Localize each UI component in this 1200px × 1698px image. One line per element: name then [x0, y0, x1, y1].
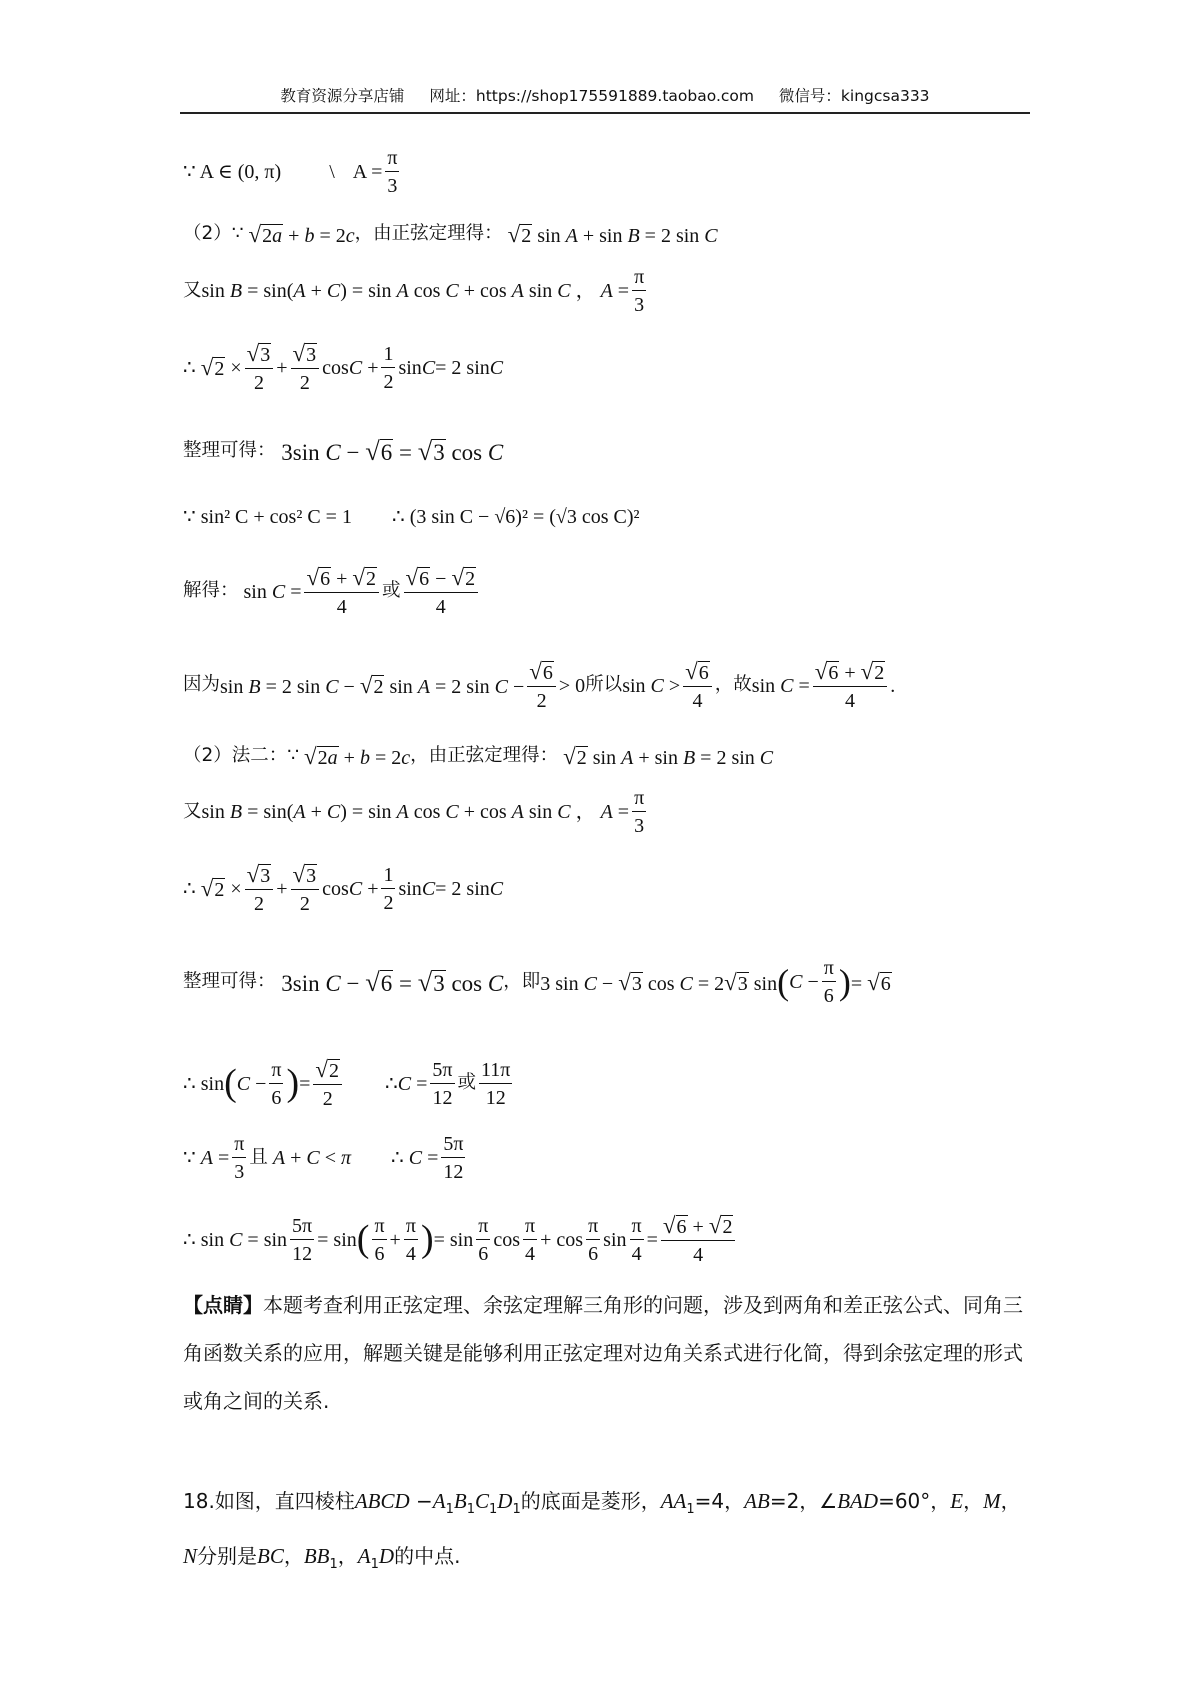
- question-number: 18.: [183, 1489, 215, 1513]
- eq-line-9: （2）法二：∵ √ 2a + b = 2c ，由正弦定理得： √ 2 sin A + sin B = 2 sin C: [183, 744, 774, 769]
- eq-text: 又: [183, 279, 202, 301]
- eq-text: 且: [249, 1146, 268, 1168]
- eq-line-6: [183, 507, 640, 527]
- eq-line-10: 又 sin B = sin(A + C) = sin A cos C + cos A sin C ， A = $\frac{\pi}{3}$: [183, 787, 645, 837]
- eq-text: ∵ sin² C + cos² C = 1: [183, 506, 352, 528]
- header-rule: [180, 112, 1030, 114]
- eq-line-2: （2）∵ √ 2a + b = 2c ，由正弦定理得： √ 2 sin A + sin B = 2 sin C: [183, 222, 718, 247]
- eq-text: （2）法二：∵: [183, 745, 300, 767]
- question-18: 18.如图，直四棱柱ABCD $-A_1B_1C_1D_1$的底面是菱形，$AA_1=4$，AB=2，∠BAD=60°，E，M，N分别是BC，$BB_1$，$A_1D$的中点.: [183, 1489, 1021, 1572]
- eq-text: \: [329, 161, 335, 183]
- eq-line-5: 整理可得： 3sin C − √ 6 = √ 3 cos C: [183, 436, 504, 466]
- comment-paragraph: [183, 1281, 1028, 1425]
- eq-line-13: ∴ sin ( C − $\frac{\pi}{6}$ ) = √ 2 2 ∴ C = $\frac{5\pi}{12}$ 或 $\frac{11\pi}{12}$: [183, 1057, 511, 1110]
- eq-text: ∴: [183, 877, 196, 900]
- eq-text: ，由正弦定理得：: [354, 223, 503, 245]
- eq-line-3: 又 sin B = sin(A + C) = sin A cos C + cos A sin C ， A = $\frac{\pi}{3}$: [183, 266, 645, 316]
- eq-text: ，由正弦定理得：: [410, 745, 559, 767]
- eq-text: ，故: [714, 674, 752, 696]
- eq-text: 因为: [183, 674, 221, 696]
- eq-line-14: ∵ A = $\frac{\pi}{3}$ 且 A + C < π ∴ C = $\frac{5\pi}{12}$: [183, 1133, 464, 1183]
- eq-text: 整理可得：: [183, 970, 276, 992]
- question-text: 的底面是菱形，: [520, 1489, 661, 1513]
- eq-text: ，即: [503, 970, 541, 992]
- eq-text: 所以: [585, 674, 623, 696]
- comment-tag: 【点睛】: [183, 1293, 263, 1317]
- eq-line-7: 解得： sin C = √ 6 + √ 2 4 或 √ 6 − √ 2 4: [183, 566, 481, 617]
- header-shop: 教育资源分享店铺: [280, 87, 405, 105]
- page-header: [180, 84, 1030, 112]
- eq-text: 或: [457, 1072, 477, 1094]
- eq-text: A =: [352, 161, 383, 183]
- comment-text: 本题考查利用正弦定理、余弦定理解三角形的问题，涉及到两角和差正弦公式、同角三角函数关系的应用，解题关键是能够利用正弦定理对边角关系式进行化简，得到余弦定理的形式或角之间的关系.: [183, 1293, 1023, 1413]
- eq-line-1: ∵ A ∈ (0, π) \ A = $\frac{\pi}{3}$: [183, 147, 398, 197]
- eq-line-11: ∴ √ 2 × √ 3 2 + √ 3 2 cos C + $\frac{1}{2}$ sin C = 2 sin C: [183, 862, 504, 915]
- question-text: 分别是: [197, 1544, 258, 1568]
- question-text: 如图，直四棱柱: [214, 1489, 355, 1513]
- eq-text: ∴: [183, 356, 196, 379]
- eq-line-8: 因为 sin B = 2 sin C − √ 2 sin A = 2 sin C − √ 6 2 > 0 所以 sin C > √ 6 4 ，故 sin C = √ 6 + √ 2 4 .: [183, 659, 896, 712]
- eq-line-15: ∴ sin C = sin $\frac{5\pi}{12}$ = sin ( $\frac{\pi}{6}$ + $\frac{\pi}{4}$ ) = sin $\frac{\pi}{6}$ cos $\frac{\pi}{4}$ + cos $\frac{\pi}{6}$ sin $\frac{\pi}{4}$ = √ 6 + √ 2 4: [183, 1214, 738, 1265]
- header-wechat: 微信号：kingcsa333: [778, 87, 930, 105]
- eq-text: （2）∵: [183, 223, 244, 245]
- eq-text: 又: [183, 800, 202, 822]
- eq-text: ∴ (3 sin C − √6)² = (√3 cos C)²: [391, 506, 640, 528]
- eq-text: 整理可得：: [183, 439, 276, 461]
- eq-text: ∵ A ∈ (0, π): [183, 161, 282, 183]
- header-url: 网址：https://shop175591889.taobao.com: [429, 87, 754, 105]
- eq-text: 或: [382, 580, 401, 602]
- eq-line-12: 整理可得： 3sin C − √ 6 = √ 3 cos C ，即 3 sin C − √ 3 cos C = 2 √ 3 sin ( C − $\frac{\pi}{6}$ ) = √ 6: [183, 957, 891, 1007]
- eq-line-4: ∴ √ 2 × √ 3 2 + √ 3 2 cos C + $\frac{1}{2}$ sin C = 2 sin C: [183, 341, 504, 394]
- question-text: 的中点.: [394, 1544, 461, 1568]
- eq-text: 解得：: [183, 580, 239, 602]
